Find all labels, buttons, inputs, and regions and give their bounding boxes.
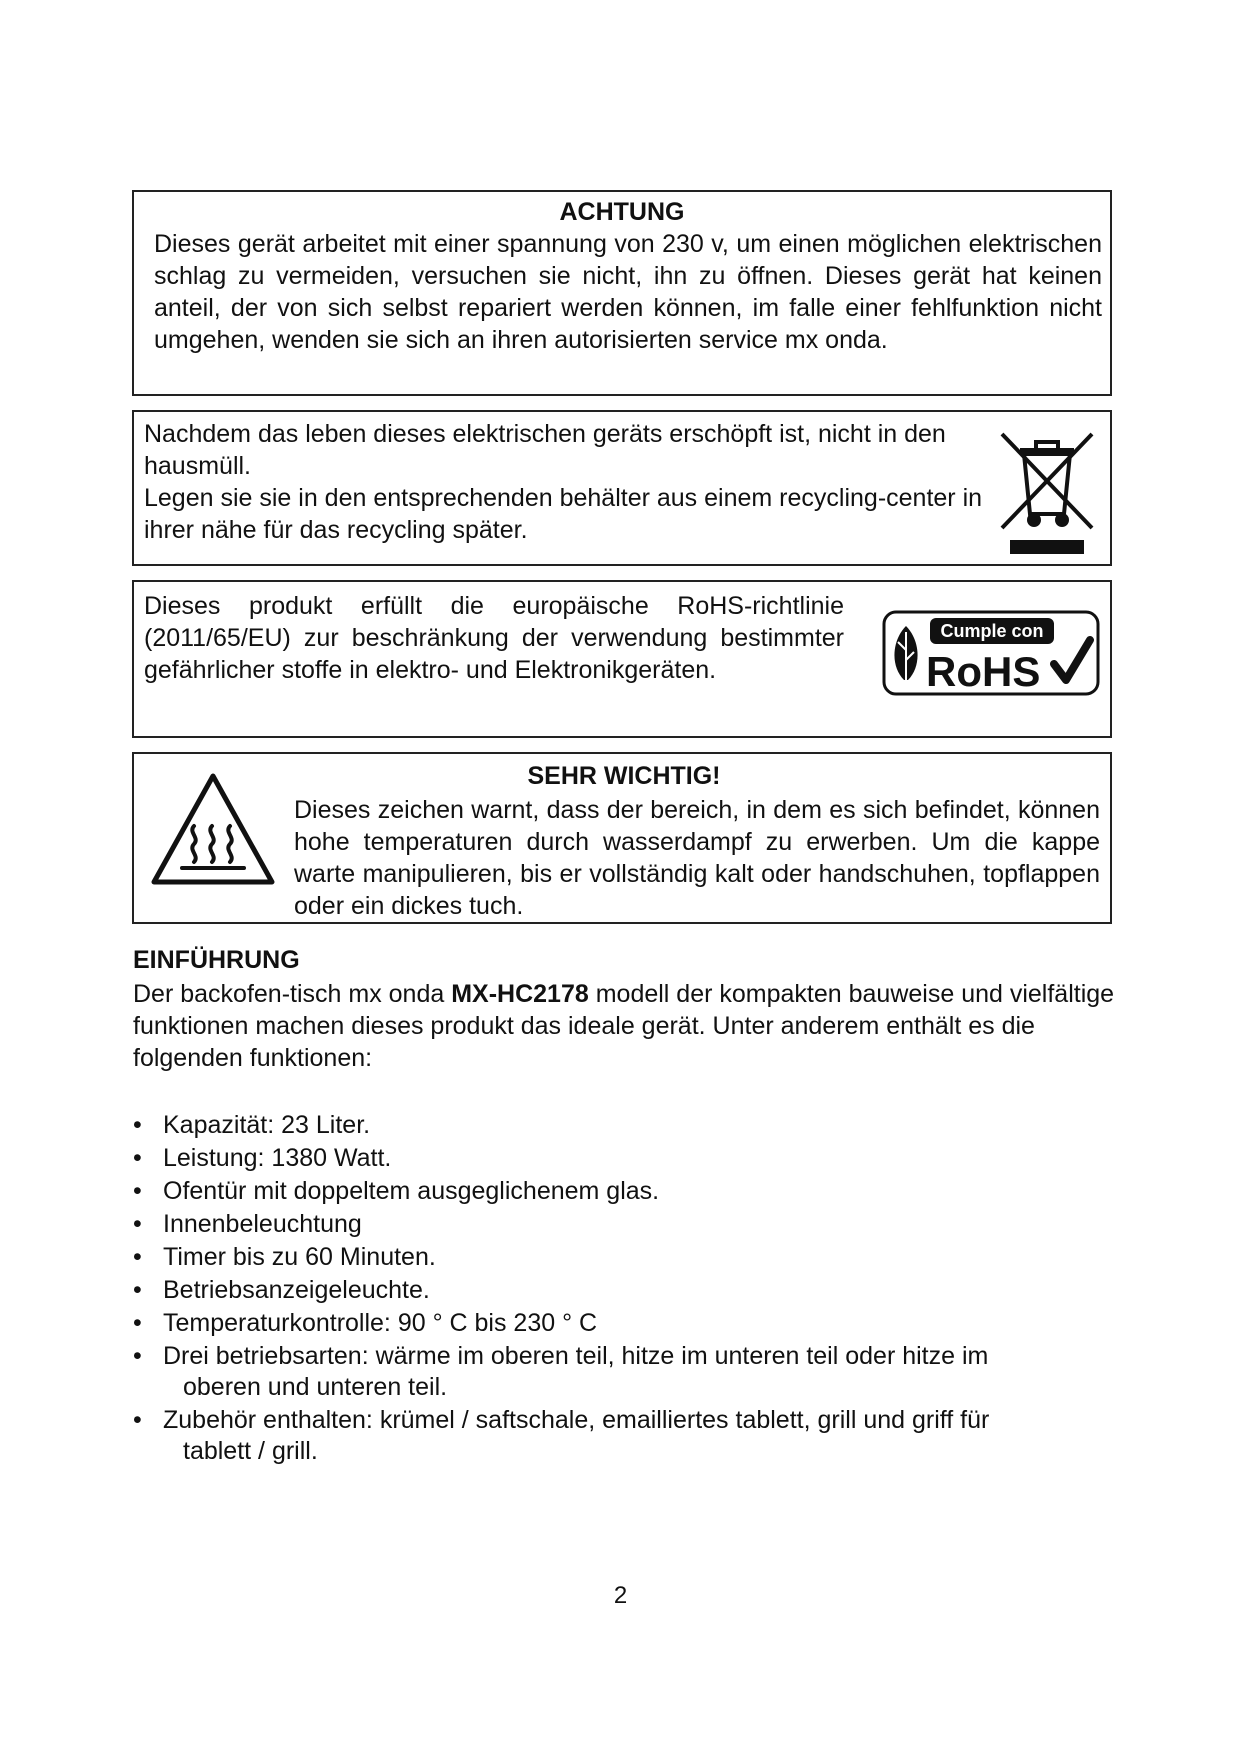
- introduction-text: [133, 978, 1123, 1074]
- recycling-text: [144, 418, 994, 546]
- rohs-logo-main-text: RoHS: [926, 648, 1041, 695]
- warning-box: [132, 190, 1112, 396]
- recycling-line-2: Legen sie sie in den entsprechenden behälter aus einem recycling-center in ihrer nähe für das recycling später.: [144, 484, 983, 544]
- rohs-logo: [882, 610, 1100, 696]
- crossed-bin-icon: [992, 428, 1102, 556]
- hot-warning-title: SEHR WICHTIG!: [527, 762, 721, 790]
- hot-surface-icon: [148, 770, 278, 888]
- feature-item: • Ofentür mit doppeltem ausgeglichenem glas.: [133, 1176, 1123, 1207]
- feature-item: • Kapazität: 23 Liter.: [133, 1110, 1123, 1141]
- feature-item: • Temperaturkontrolle: 90 ° C bis 230 ° C: [133, 1308, 1123, 1339]
- feature-item: • Timer bis zu 60 Minuten.: [133, 1242, 1123, 1273]
- rohs-text: Dieses produkt erfüllt die europäische RoHS-richtlinie (2011/65/EU) zur beschränkung der verwendung bestimmter gefährlicher stoffe in elektro- und Elektronikgeräten.: [144, 592, 844, 684]
- feature-item: [133, 1341, 1123, 1403]
- feature-item: • Leistung: 1380 Watt.: [133, 1143, 1123, 1174]
- feature-item: • Betriebsanzeigeleuchte.: [133, 1275, 1123, 1306]
- feature-list: [133, 1110, 1123, 1469]
- feature-item-line: Drei betriebsarten: wärme im oberen teil, hitze im unteren teil oder hitze im: [163, 1342, 989, 1370]
- recycling-box: [132, 410, 1112, 566]
- hot-warning-box: [132, 752, 1112, 924]
- feature-item: • Innenbeleuchtung: [133, 1209, 1123, 1240]
- model-number: MX-HC2178: [451, 980, 589, 1008]
- introduction-heading: EINFÜHRUNG: [133, 946, 300, 974]
- warning-text: Dieses gerät arbeitet mit einer spannung von 230 v, um einen möglichen elektrischen schlag zu vermeiden, versuchen sie nicht, ihn zu öffnen. Dieses gerät hat keinen anteil, der von sich selbst repariert werden können, im falle einer fehlfunktion nicht umgehen, wenden sie sich an ihren autorisierten service mx onda.: [154, 230, 1102, 354]
- feature-item: [133, 1405, 1123, 1467]
- hot-warning-text: Dieses zeichen warnt, dass der bereich, in dem es sich befindet, können hohe temperaturen durch wasserdampf zu erwerben. Um die kappe warte manipulieren, bis er vollständig kalt oder handschuhen, topflappen oder ein dickes tuch.: [294, 796, 1100, 920]
- feature-item-continuation: oberen und unteren teil.: [183, 1373, 448, 1401]
- intro-text-after: modell der kompakten bauweise und vielfältige funktionen machen dieses produkt das ideale gerät. Unter anderem enthält es die folgenden funktionen:: [133, 980, 1115, 1072]
- page-number: 2: [613, 1582, 628, 1609]
- recycling-line-1: Nachdem das leben dieses elektrischen geräts erschöpft ist, nicht in den hausmüll.: [144, 420, 946, 480]
- intro-text-before: Der backofen-tisch mx onda: [133, 980, 452, 1008]
- warning-title: ACHTUNG: [559, 198, 685, 226]
- rohs-box: [132, 580, 1112, 738]
- feature-item-continuation: tablett / grill.: [183, 1437, 318, 1465]
- feature-item-line: Zubehör enthalten: krümel / saftschale, emailliertes tablett, grill und griff für: [163, 1406, 990, 1434]
- rohs-logo-top-text: Cumple con: [940, 621, 1044, 641]
